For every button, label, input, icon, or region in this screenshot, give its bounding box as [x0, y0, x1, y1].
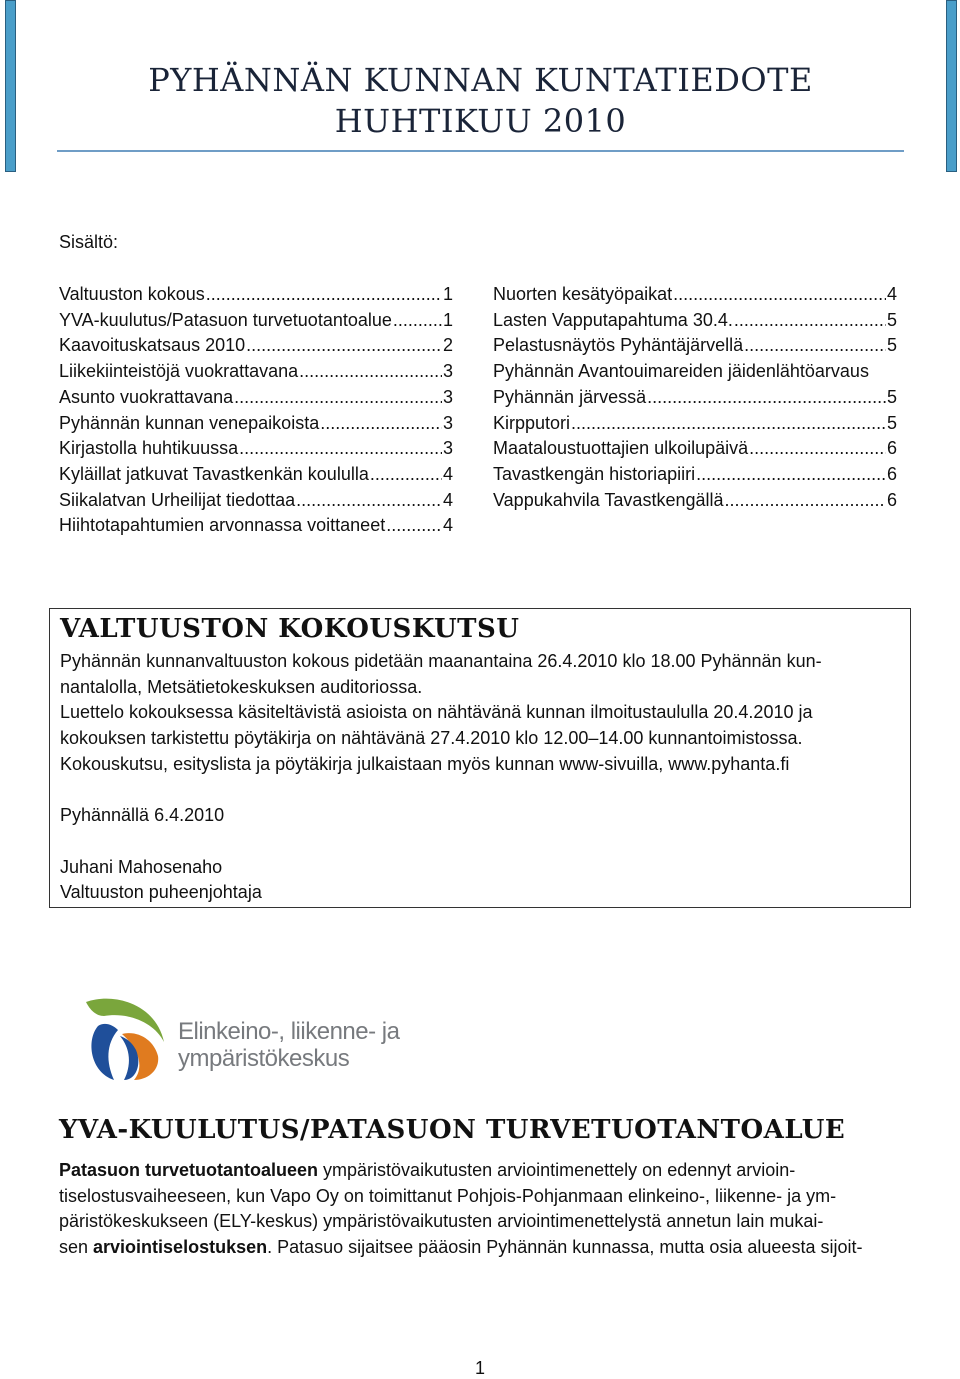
toc-entry[interactable] — [59, 385, 453, 411]
toc-leader-dots — [370, 462, 442, 488]
toc-leader-dots — [239, 436, 442, 462]
toc-leader-dots — [696, 462, 886, 488]
council-meeting-notice-box — [49, 608, 911, 908]
toc-entry-title: Maataloustuottajien ulkoilupäivä — [493, 438, 749, 459]
toc-entry-title: Vappukahvila Tavastkengällä — [493, 489, 724, 510]
page-number: 1 — [474, 1358, 485, 1378]
notice-signer-name: Juhani Mahosenaho — [60, 856, 223, 877]
toc-entry-page: 2 — [442, 335, 453, 356]
toc-entry[interactable] — [59, 513, 453, 539]
toc-leader-dots — [647, 385, 886, 411]
toc-leader-dots — [234, 385, 442, 411]
notice-line: Pyhännän kunnanvaltuuston kokous pidetään maanantaina 26.4.2010 klo 18.00 Pyhännän kun- — [60, 651, 822, 671]
toc-leader-dots — [734, 308, 886, 334]
toc-entry-page: 4 — [886, 284, 897, 304]
ely-logo-wordmark — [178, 1018, 399, 1072]
toc-entry-page: 1 — [442, 284, 453, 304]
toc-entry-page: 4 — [442, 489, 453, 510]
title-underline — [57, 150, 904, 152]
toc-heading: Sisältö: — [59, 232, 119, 252]
toc-entry-page: 6 — [886, 438, 897, 459]
toc-entry-title: YVA-kuulutus/Patasuon turvetuotantoalue — [59, 309, 392, 330]
toc-entry[interactable] — [493, 488, 897, 514]
council-notice-body — [60, 649, 890, 906]
toc-leader-dots — [393, 308, 442, 334]
right-accent-bar — [946, 0, 957, 172]
logo-line-1: Elinkeino-, liikenne- ja — [178, 1018, 400, 1045]
toc-entry[interactable] — [493, 411, 897, 437]
title-line-1: PYHÄNNÄN KUNNAN KUNTATIEDOTE — [148, 61, 813, 99]
toc-entry-page: 3 — [442, 361, 453, 382]
notice-signer-title: Valtuuston puheenjohtaja — [60, 882, 262, 903]
yva-line: tiselostusvaiheeseen, kun Vapo Oy on toimittanut Pohjois-Pohjanmaan elinkeino-, liikenne- ja ym- — [59, 1185, 837, 1206]
yva-text: ympäristövaikutusten arviointimenettely on edennyt arvioin- — [318, 1160, 796, 1180]
toc-entry[interactable] — [493, 308, 897, 334]
yva-line: päristökeskukseen (ELY-keskus) ympäristövaikutusten arviointimenettelystä annetun lain mukai- — [59, 1211, 824, 1232]
notice-line: Luettelo kokouksessa käsiteltävistä asioista on nähtävänä kunnan ilmoitustaululla 20.4.2010 ja — [60, 702, 813, 723]
toc-entry[interactable] — [59, 488, 453, 514]
toc-right-column — [493, 282, 897, 513]
yva-line — [59, 1158, 904, 1184]
toc-entry-title: Kirpputori — [493, 412, 571, 433]
toc-entry-title: Pyhännän Avantouimareiden jäidenlähtöarvaus — [493, 361, 869, 382]
toc-leader-dots — [299, 359, 442, 385]
notice-line: Kokouskutsu, esityslista ja pöytäkirja julkaistaan myös kunnan www-sivuilla, www.pyhanta.fi — [60, 753, 790, 774]
toc-entry[interactable] — [493, 282, 897, 308]
toc-leader-dots — [725, 488, 886, 514]
toc-entry-title: Liikekiinteistöjä vuokrattavana — [59, 361, 299, 382]
toc-leader-dots — [206, 282, 442, 308]
toc-entry[interactable] — [59, 333, 453, 359]
toc-entry-page: 3 — [442, 438, 453, 459]
logo-line-2: ympäristökeskus — [178, 1045, 350, 1072]
toc-entry-title: Valtuuston kokous — [59, 284, 205, 304]
toc-leader-dots — [320, 411, 442, 437]
notice-line: kokouksen tarkistettu pöytäkirja on nähtävänä 27.4.2010 klo 12.00–14.00 kunnantoimistossa. — [60, 728, 803, 749]
toc-entry[interactable] — [59, 436, 453, 462]
title-line-2: HUHTIKUU 2010 — [334, 102, 627, 140]
notice-place-date: Pyhännällä 6.4.2010 — [60, 805, 225, 826]
toc-entry-page: 3 — [442, 412, 453, 433]
toc-leader-dots — [571, 411, 886, 437]
council-notice-heading: VALTUUSTON KOKOUSKUTSU — [60, 614, 520, 644]
toc-entry-page: 5 — [886, 412, 897, 433]
toc-entry-title: Asunto vuokrattavana — [59, 386, 234, 407]
toc-entry-page: 6 — [886, 463, 897, 484]
toc-entry-title: Kirjastolla huhtikuussa — [59, 438, 239, 459]
toc-leader-dots — [246, 333, 442, 359]
toc-entry-page: 1 — [442, 309, 453, 330]
toc-entry-title: Pelastusnäytös Pyhäntäjärvellä — [493, 335, 744, 356]
toc-entry-title: Tavastkengän historiapiiri — [493, 463, 696, 484]
yva-bold-term: Patasuon turvetuotantoalueen — [59, 1160, 319, 1180]
toc-entry-page: 3 — [442, 386, 453, 407]
toc-entry-page: 6 — [886, 489, 897, 510]
toc-entry-title: Lasten Vapputapahtuma 30.4. — [493, 309, 733, 330]
toc-entry-title: Siikalatvan Urheilijat tiedottaa — [59, 489, 296, 510]
left-accent-bar — [5, 0, 16, 172]
toc-entry-page: 4 — [442, 463, 453, 484]
yva-body — [59, 1158, 904, 1261]
toc-entry-title-continued: Pyhännän järvessä — [493, 386, 647, 407]
toc-entry-title: Kyläillat jatkuvat Tavastkenkän koululla — [59, 463, 369, 484]
toc-entry[interactable] — [59, 282, 453, 308]
toc-entry[interactable] — [59, 359, 453, 385]
toc-entry[interactable] — [493, 436, 897, 462]
yva-bold-term: arviointiselostuksen — [93, 1237, 268, 1258]
toc-entry-title: Hiihtotapahtumien arvonnassa voittaneet — [59, 515, 386, 536]
toc-entry-title: Pyhännän kunnan venepaikoista — [59, 412, 320, 433]
toc-entry[interactable] — [59, 462, 453, 488]
yva-line — [59, 1235, 904, 1261]
toc-entry-page: 5 — [886, 309, 897, 330]
toc-entry-title: Kaavoituskatsaus 2010 — [59, 335, 246, 356]
yva-heading: YVA-KUULUTUS/PATASUON TURVETUOTANTOALUE — [59, 1115, 846, 1145]
toc-left-column — [59, 282, 453, 539]
toc-leader-dots — [749, 436, 886, 462]
yva-text: . Patasuo sijaitsee pääosin Pyhännän kunnassa, mutta osia alueesta sijoit- — [267, 1237, 863, 1258]
toc-entry-page: 5 — [886, 335, 897, 356]
toc-entry-title: Nuorten kesätyöpaikat — [493, 284, 673, 304]
toc-leader-dots — [673, 282, 886, 308]
toc-entry[interactable] — [59, 411, 453, 437]
toc-leader-dots — [296, 488, 442, 514]
toc-leader-dots — [386, 513, 442, 539]
toc-entry-page: 5 — [886, 386, 897, 407]
notice-line: nantalolla, Metsätietokeskuksen auditoriossa. — [60, 676, 423, 697]
toc-entry[interactable] — [59, 308, 453, 334]
ely-leaf-icon — [84, 996, 174, 1086]
toc-entry[interactable] — [493, 333, 897, 359]
toc-entry-page: 4 — [442, 515, 453, 536]
toc-leader-dots — [744, 333, 886, 359]
toc-entry[interactable] — [493, 462, 897, 488]
document-title — [57, 60, 904, 142]
yva-text: sen — [59, 1237, 94, 1258]
toc-entry[interactable] — [493, 359, 897, 410]
ely-centre-logo — [84, 996, 424, 1086]
yva-section — [59, 1110, 904, 1261]
